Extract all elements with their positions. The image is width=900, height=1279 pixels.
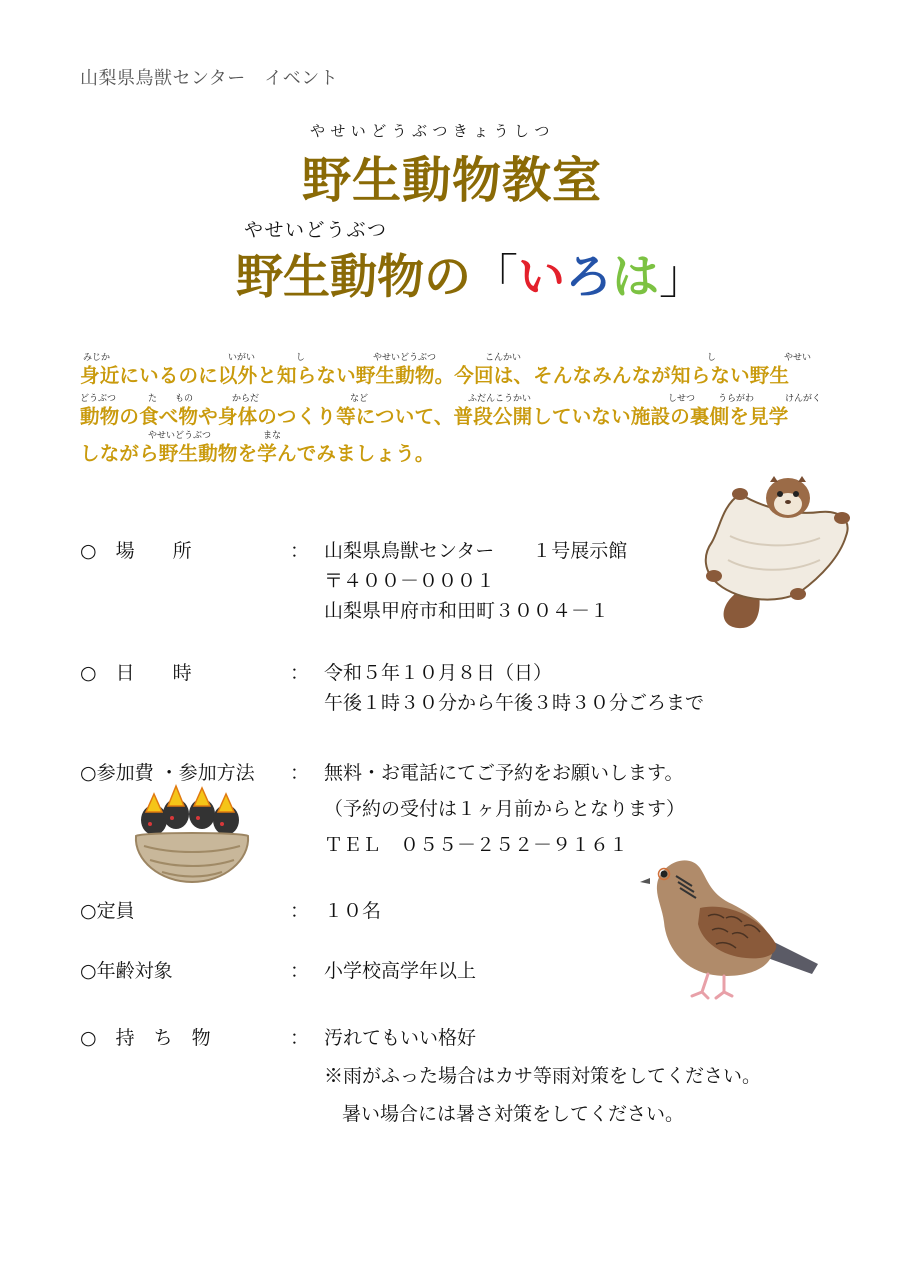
capacity-label: ○定員 (80, 900, 135, 922)
intro-line-2: 動物の食べ物や身体のつくり等について、普段公開していない施設の裏側を見学 (80, 405, 789, 428)
ruby-mijika: みじか (83, 353, 111, 363)
fee-colon: ： (290, 762, 310, 784)
datetime-colon: ： (290, 662, 310, 684)
sub-title-open-bracket: 「 (471, 250, 518, 305)
fee-label: ○参加費 ・参加方法 (80, 762, 255, 784)
ruby-konkai: こんかい (485, 353, 522, 363)
items-heat-note: 暑い場合には暑さ対策をしてください。 (342, 1103, 685, 1125)
organizer-label: 山梨県鳥獣センター イベント (80, 68, 339, 89)
datetime-time: 午後１時３０分から午後３時３０分ごろまで (324, 692, 705, 714)
place-address: 山梨県甲府市和田町３００４－１ (324, 600, 610, 622)
ruby-shi-2: し (707, 353, 717, 363)
sub-title (236, 240, 706, 307)
intro-line-3: しながら野生動物を学んでみましょう。 (80, 442, 435, 465)
ruby-ta: た (148, 394, 158, 404)
ruby-karada: からだ (232, 394, 260, 404)
datetime-label: ○ 日 時 (80, 662, 192, 684)
items-rain-note: ※雨がふった場合はカサ等雨対策をしてください。 (324, 1065, 762, 1087)
sub-title-ro: ろ (565, 250, 612, 305)
items-colon: ： (290, 1027, 310, 1049)
datetime-date: 令和５年１０月８日（日） (324, 662, 553, 684)
main-title: 野生動物教室 (302, 152, 603, 209)
ruby-shi-1: し (296, 353, 306, 363)
ruby-yaseidoubutsu-1: やせいどうぶつ (373, 353, 437, 363)
ruby-yasei: やせい (784, 353, 812, 363)
capacity-colon: ： (290, 900, 310, 922)
ruby-fudankoukai: ふだんこうかい (468, 394, 532, 404)
place-postal: 〒４００－０００１ (324, 570, 496, 592)
fee-line-1: 無料・お電話にてご予約をお願いします。 (324, 762, 684, 784)
sub-title-ha: は (612, 250, 659, 305)
sub-title-prefix: 野生動物の (236, 250, 471, 305)
main-title-ruby: やせいどうぶつきょうしつ (310, 122, 555, 140)
bird-nest-chicks-illustration (132, 780, 252, 886)
items-label: ○ 持 ち 物 (80, 1027, 211, 1049)
ruby-shisetsu: しせつ (668, 394, 696, 404)
capacity-value: １０名 (324, 900, 382, 922)
place-line-1: 山梨県鳥獣センター １号展示館 (324, 540, 628, 562)
place-label: ○ 場 所 (80, 540, 192, 562)
ruby-nado: など (350, 394, 369, 404)
fee-phone: ＴＥＬ ０５５－２５２－９１６１ (324, 834, 629, 856)
turtle-dove-illustration (636, 846, 820, 1000)
sub-title-i: い (518, 250, 565, 305)
fee-line-2: （予約の受付は１ヶ月前からとなります） (324, 798, 686, 820)
sub-title-close-bracket: 」 (659, 250, 706, 305)
sub-title-ruby: やせいどうぶつ (244, 219, 388, 241)
age-value: 小学校高学年以上 (324, 960, 477, 982)
ruby-mana: まな (263, 431, 282, 441)
ruby-kengaku: けんがく (785, 394, 822, 404)
ruby-yaseidoubutsu-2: やせいどうぶつ (148, 431, 212, 441)
flying-squirrel-illustration (700, 476, 856, 634)
age-label: ○年齢対象 (80, 960, 173, 982)
ruby-uragawa: うらがわ (718, 394, 755, 404)
ruby-mono: もの (175, 394, 194, 404)
intro-line-1: 身近にいるのに以外と知らない野生動物。今回は、そんなみんなが知らない野生 (80, 364, 790, 387)
ruby-igai: いがい (228, 353, 256, 363)
place-colon: ： (290, 540, 310, 562)
items-line-1: 汚れてもいい格好 (324, 1027, 477, 1049)
ruby-doubutsu: どうぶつ (80, 394, 117, 404)
age-colon: ： (290, 960, 310, 982)
